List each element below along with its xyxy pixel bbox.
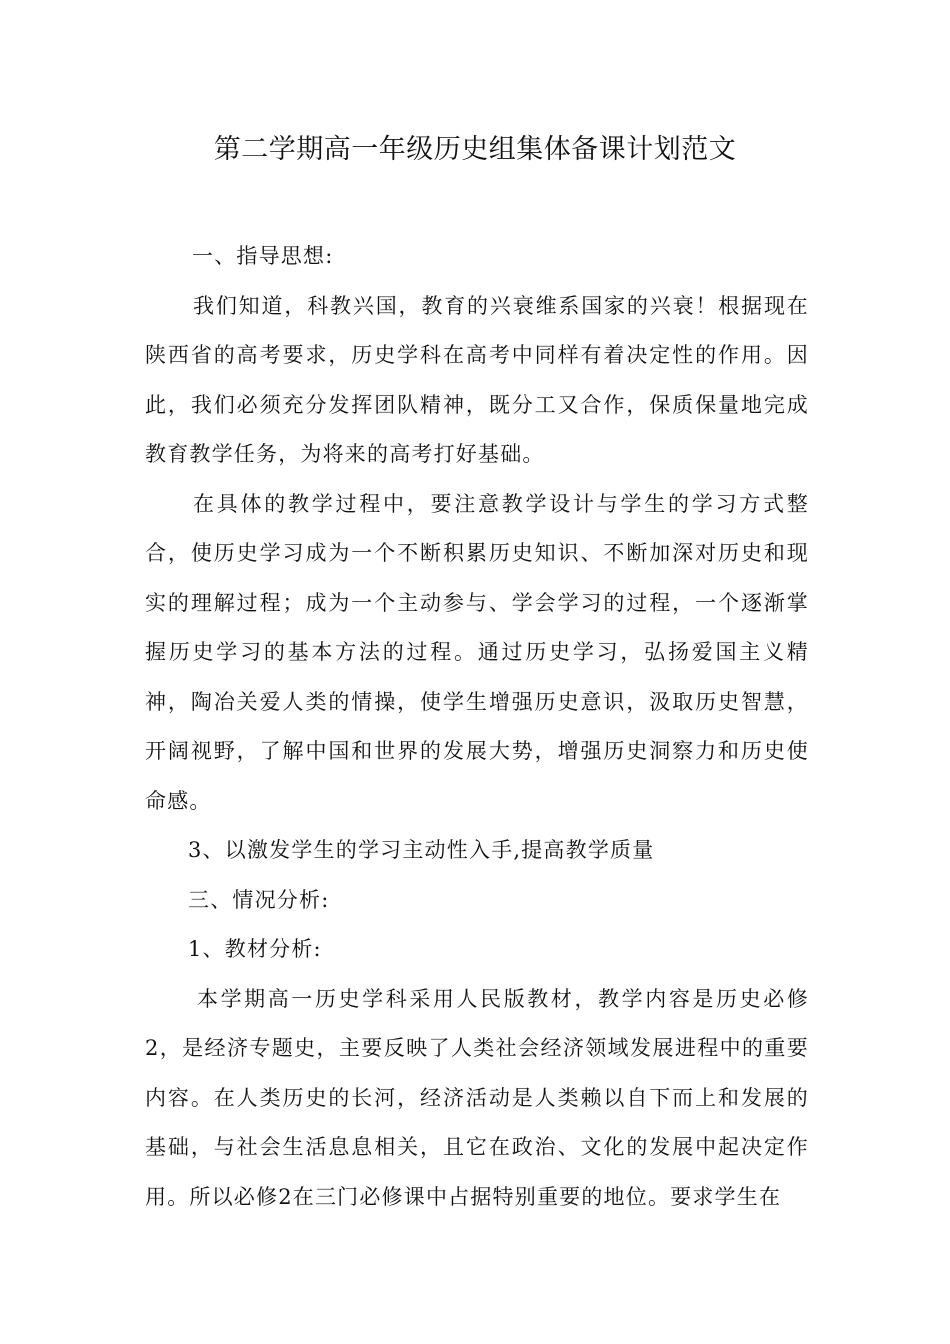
document-body <box>145 232 809 1222</box>
section-heading-situation-analysis: 三、情况分析: <box>188 887 330 912</box>
document-title: 第二学期高一年级历史组集体备课计划范文 <box>213 134 737 165</box>
body-paragraph: 在具体的教学过程中，要注意教学设计与学生的学习方式整合，使历史学习成为一个不断积累历史知识、不断加深对历史和现实的理解过程；成为一个主动参与、学会学习的过程，一个逐渐掌握历史学习的基本方法的过程。通过历史学习，弘扬爱国主义精神，陶冶关爱人类的情操，使学生增强历史意识，汲取历史智慧，开阔视野，了解中国和世界的发展大势，增强历史洞察力和历史使命感。 <box>145 491 809 813</box>
subsection-heading-textbook-analysis: 1、教材分析: <box>188 937 322 961</box>
body-paragraph: 我们知道，科教兴国，教育的兴衰维系国家的兴衰！根据现在陕西省的高考要求，历史学科在高考中同样有着决定性的作用。因此，我们必须充分发挥团队精神，既分工又合作，保质保量地完成教育教学任务，为将来的高考打好基础。 <box>145 293 809 466</box>
section-heading-guiding-ideology: 一、指导思想: <box>192 244 334 268</box>
body-paragraph: 本学期高一历史学科采用人民版教材，教学内容是历史必修2，是经济专题史，主要反映了人类社会经济领域发展进程中的重要内容。在人类历史的长河，经济活动是人类赖以自下而上和发展的基础，与社会生活息息相关，且它在政治、文化的发展中起决定作用。所以必修2在三门必修课中占据特别重要的地位。要求学生在 <box>145 986 809 1209</box>
list-item: 3、以激发学生的学习主动性入手,提高教学质量 <box>188 838 655 862</box>
